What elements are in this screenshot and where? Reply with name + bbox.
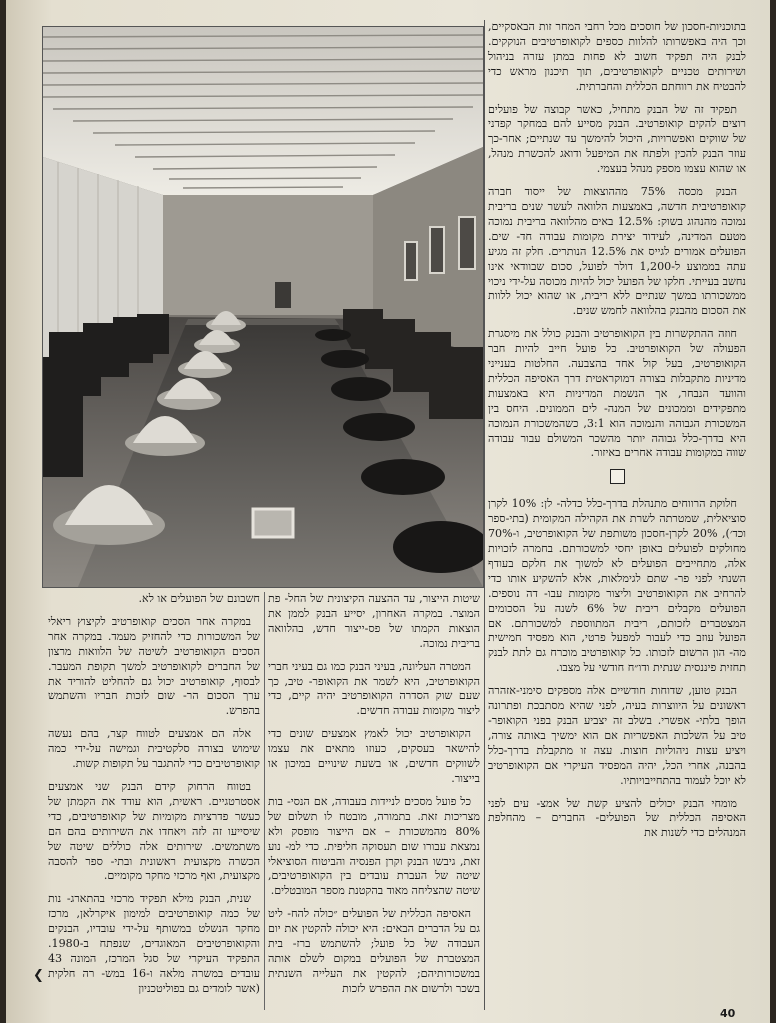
paragraph: שיטות הייצור, עד ההצעה הקיצונית של החל- פת המוצר. במקרה האחרון, יסייע הבנק לממן את הוצאות הקמתו של פס-ייצור חדש, בהלוואה בריבית נמוכה.: [268, 592, 480, 650]
paragraph: במקרה אחר הסכים קואופרטיב לקיצוץ ריאלי של המשכורות כדי להחזיק מעמד. במקרה אחר הסכים הקואופרטיב לשיטה של הלוואות מרצון של החברים לקואופרטיב למשך תקופת המעבר. לבסוף, קואופרטיב יכול גם להחליט להוריד את ערך הסכום הר- שום לזכות חבריו והשתמש בהפרש.: [48, 614, 260, 718]
paragraph: תפקיד זה של הבנק מתחיל, כאשר קבוצה של פועלים רוצים להקים קואופרטיב. הבנק מסייע להם במחקר קפדני של שווקים ואפשרויות, היכול להימשך עד שנתיים; אחר-כך עוזר הבנק להכין ולפתח את המיפעל ודואג להכשרת מנהל, או שהוא עצמו מספק מנהל בעצמי.: [488, 102, 746, 176]
article-column-left: [48, 592, 260, 1008]
paragraph: בטווח הרחוק קידם הבנק שני אמצעים אסטרטגיים. ראשית, הוא עודד את הקמתן של כעשר פדרציות מקומיות של קואופרטיבים, כדי שיסייעו זה לזה ויאחדו את השירותים בהם הם משתמשים. שירותים אלה כוללים שיטה של הכשרה מקצועית ראשונית ובתי- ספר להסבה מקצועית, ואף מרכזי מחקר מקומיים.: [48, 779, 260, 883]
article-column-middle: [268, 592, 480, 1008]
paragraph: האסיפה הכללית של הפועלים ״כולה להח- ליט גם על הדברים הבאים: היא יכולה להקטין את יום העבודה של כל פועל; להשתמש ברז- בית המצטברת של הפועלים במקום לשלם אותה במשכורותיהם; להקטין את העלייה השנתית בשכר ולרשום את ההפרש לזכות: [268, 907, 480, 995]
paragraph: הבנק מכסה 75% מההוצאות של ייסוד חברה קואופרטיבית חדשה, באמצעות הלוואה לעשר שנים בריבית נמוכה מהנהוג בשוק: 12.5% באים מהלוואה בריבית נמוכה מטעם המדינה, לעידוד יצירת מקומות עבודה חד- שים. הפועלים אמורים לגייס את 12.5% הנותרים. חלק זה מגיע עתה בממוצע ל-1,200 דולר לפועל, סכום שבוודאי אינו נחשב בעייתי. חלקו של הפועל יכול להיות מכוסה על-ידי ניכוי ממשכורתו במשך שנתיים ללא ריבית, או שהוא יכול ללוות את הסכום מהבנק בהלוואה לחמש שנים.: [488, 185, 746, 318]
paragraph: חשבונם של הפועלים או לא.: [138, 592, 260, 605]
paragraph: שנית, הבנק מילא תפקיד מרכזי בהתארג- נות של כמה קואופרטיבים למימון איקרלאן, מרכז מחקר הנשלט במשותף על-ידי עובדיו, הבנקים והקואופרטיבים המאוגדים, שנפתח ב-1980. התפקיד העיקרי של סגל המרכז, המונה 43 עובדים במשרה מלאה ו-16 במש- רה חלקית (אשר לומדים גם בפוליטכניון: [48, 892, 260, 995]
paragraph: הבנק טוען, שדוחות חודשיים אלה מספקים סימני-אזהרה ראשונים על היווצרות בעיה, לפני שהיא מסתבכת ופתרונה הופך בלתי- אפשרי. בשלב זה יצביע הבנק בפני הקואופר- טיב על השלכות האפשריות אם הוא ימשיך באותה צורה, ויציע עצות ניהוליות חוצות. עצה זו מתקבלת בדרך-כלל בהבנה, אחרי הכל, יהיה המפסיד העיקרי אם הקואופרטיב לא יוכל לעמוד בהתחייבויותיו.: [488, 684, 746, 787]
article-column-right: [488, 20, 746, 1010]
paragraph: הקואופרטיב יכול לאמץ אמצעים שונים כדי להישאר בעסקים, כעוזו מתאים את עצמו לשווקים חדשים, או בשעת שינויים במיכון או בייצור.: [268, 727, 480, 785]
magazine-page: [6, 0, 770, 1023]
paragraph: חוזה ההתקשרות בין הקואופרטיב והבנק כולל את מיסגרת הפעולה של הקואופרטיב. כל פועל חייב להיות חבר הקואופרטיב, בעל קול אחד בהצבעה. החלטות בענייני מדיניות מתקבלות בצורה דמוקראטית דרך האסיפה הכללית והוועד הנבחר, אך הנשמת המדיניות היא באמצעות מתפקידים וממכונים של המנה- לים הממונים. היחס בין המשכורת הגבוהה והנמוכה הוא 3:1, כשהמשכורת הנמוכה היא בדרך-כלל גבוהה יותר מהשכר המשולם עבור עבודה שווה במקומות עבודה אחרים באיזור.: [488, 327, 746, 460]
column-divider: [484, 20, 485, 1010]
square-ornament-icon: [610, 469, 625, 484]
page-number: 40: [720, 1007, 736, 1020]
paragraph: בתוכניות-חסכון של חוסכים מכל רחבי המחר זות הבאסקיים, וכך היה באפשרותו להלוות כספים לקואופרטיבים הנוקקים. לבנק היה תפקיד חשוב לא פחות במתן עזרה בניהול ושירותים טכניים לקואופרטיבים, תוך תיכנון מראש כדי להבטיח את רווחתם הכללית והחברתית.: [488, 20, 746, 93]
section-separator: [488, 469, 746, 489]
boardroom-photo: [42, 26, 484, 588]
column-divider: [264, 592, 265, 1010]
paragraph: חלוקת הרווחים מתנהלת בדרך-כלל כדלה- לן: 10% לקרן סוציאלית, שמטרתה לשרת את הקהילה המקומית (בתי-ספר וכד׳), 20% לקרן-חסכון משותפת של הקואופרטיב, ו-70% מחולקים לפועלים באופן יחסי למשכורתם. בחמרה לזכויות אלה, מתחייבים הפועלים לא למשוך את חלקם בעודף השנתי לפני פר- שתם לגימלאות, אלא להשקיע אותו כדי להרחיב את הקואופרטיב וליצור מקומות עבו- דה נוספים. הפועלים מקבלים ריבית של 6% לשנה על הסכומים המצטברים לזכותם, ריבית המתווספת למשכורתם. אם הפועל עוזב כדי לעבור למפעל פרטי, הוא מפסיד חמישית מה- הון הרשום לזכותו. כל קואופרטיב מוכרח גם לתת לבנק תחזית פיננסית שנתית ודו״ח חודשי על מצבו.: [488, 497, 746, 675]
paragraph: אלה הם אמצעים לטווח קצר, בהם נעשה שימוש בצורה סלקטיבית וגמישה על-ידי כמה קואופרטיבים כדי להתגבר על תקופות קשות.: [48, 727, 260, 771]
paragraph: מומחי הבנק יכולים להציע קשת של אמצ- עים לפני האסיפה הכללית של הפועלים- החברים – מהחלפת המנהלים כדי לשנות את: [488, 796, 746, 840]
continue-arrow-icon: ❮: [33, 968, 44, 983]
paragraph: המטרה העליונה, בעיני הבנק כמו גם בעיני חברי הקואופרטיב, היא לשמר את הקואופר- טיב, כך שעם שוק הסדרה הקואופרטיב יהיה קיים, כדי ליצור מקומות עבודה חדשים.: [268, 659, 480, 718]
paragraph: כל פועל מסכים לניידות בעבודה, אם הנסי- בות מצריכות זאת. בתמורה, מובטח לו תשלום של 80% מהמשכורת – אם הייצור מופסק ולא נמצאת עבורו שום תעסוקה חליפית. כדי למ- נוע זאת, גיבשו הבנק וקרן הפנסיה והביטוח הסוציאלי שיטה של העברת עובדים בין הקואופרטיבים, שיטה שהצליחה מאוד בהקטנת מספר המובטלים.: [268, 794, 480, 898]
